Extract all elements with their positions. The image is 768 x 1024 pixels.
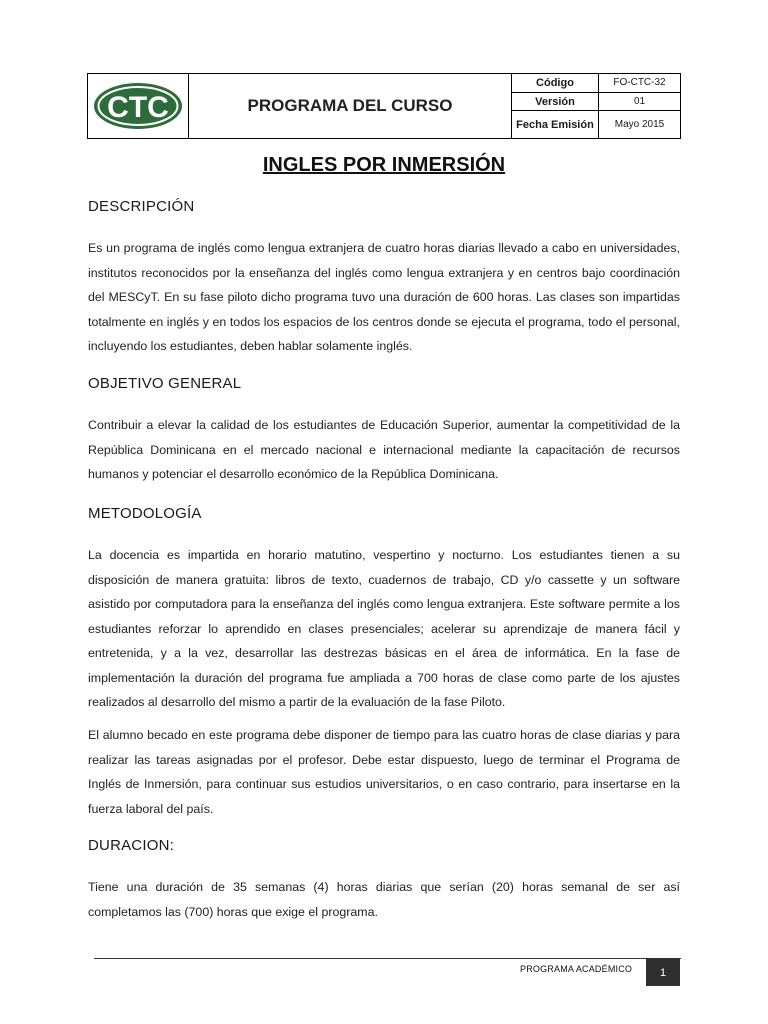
meta-value: 01 <box>633 96 646 108</box>
section-heading-duracion: DURACION: <box>88 837 174 854</box>
paragraph-descripcion: Es un programa de inglés como lengua extranjera de cuatro horas diarias llevado a cabo en universidades, institutos reconocidos por la enseñanza del inglés como lengua extranjera y en centros bajo coordinación del MESCyT. En su fase piloto dicho programa tuvo una duración de 600 horas. Las clases son impartidas totalmente en inglés y en todos los espacios de los centros donde se ejecuta el programa, todo el personal, incluyendo los estudiantes, deben hablar solamente inglés. <box>88 241 680 353</box>
section-heading-objetivo: OBJETIVO GENERAL <box>88 375 242 392</box>
document-header-table <box>87 73 681 139</box>
meta-value: Mayo 2015 <box>614 119 665 131</box>
meta-row-fecha <box>512 111 680 138</box>
page-number: 1 <box>646 959 680 986</box>
meta-row-version <box>512 93 680 112</box>
header-title: PROGRAMA DEL CURSO <box>189 74 512 138</box>
section-heading-descripcion: DESCRIPCIÓN <box>88 198 195 215</box>
logo-cell <box>88 74 189 138</box>
paragraph-objetivo: Contribuir a elevar la calidad de los estudiantes de Educación Superior, aumentar la competitividad de la República Dominicana en el mercado nacional e internacional mediante la capacitación de recursos humanos y potenciar el desarrollo económico de la República Dominicana. <box>88 418 680 481</box>
ctc-logo <box>92 81 184 131</box>
footer-divider <box>94 958 681 959</box>
paragraph-metodologia-2: El alumno becado en este programa debe disponer de tiempo para las cuatro horas de clase diarias y para realizar las tareas asignadas por el profesor. Debe estar dispuesto, luego de terminar el Programa de Inglés de Inmersión, para continuar sus estudios universitarios, o en caso contrario, para insertarse en la fuerza laboral del país. <box>88 728 680 816</box>
paragraph-metodologia-1: La docencia es impartida en horario matutino, vespertino y nocturno. Los estudiantes tienen a su disposición de manera gratuita: libros de texto, cuadernos de trabajo, CD y/o cassette y un software asistido por computadora para la enseñanza del inglés como lengua extranjera. Este software permite a los estudiantes reforzar lo aprendido en clases presenciales; acelerar su aprendizaje de manera fácil y entretenida, y a la vez, desarrollar las destrezas básicas en el área de informática. En la fase de implementación la duración del programa fue ampliada a 700 horas de clase como parte de los ajustes realizados al desarrollo del mismo a partir de la evaluación de la fase Piloto. <box>88 548 680 709</box>
document-title: INGLES POR INMERSIÓN <box>262 154 506 176</box>
meta-table <box>512 74 680 138</box>
logo-text: CTC <box>107 91 169 124</box>
meta-label: Código <box>512 74 599 92</box>
footer-label: PROGRAMA ACADÉMICO <box>520 964 633 974</box>
meta-label: Versión <box>512 93 599 111</box>
meta-value: FO-CTC-32 <box>613 77 666 89</box>
section-heading-metodologia: METODOLOGÍA <box>88 505 202 522</box>
paragraph-duracion: Tiene una duración de 35 semanas (4) horas diarias que serían (20) horas semanal de ser así completamos las (700) horas que exige el programa. <box>88 880 680 919</box>
meta-row-codigo <box>512 74 680 93</box>
meta-label: Fecha Emisión <box>512 111 599 138</box>
